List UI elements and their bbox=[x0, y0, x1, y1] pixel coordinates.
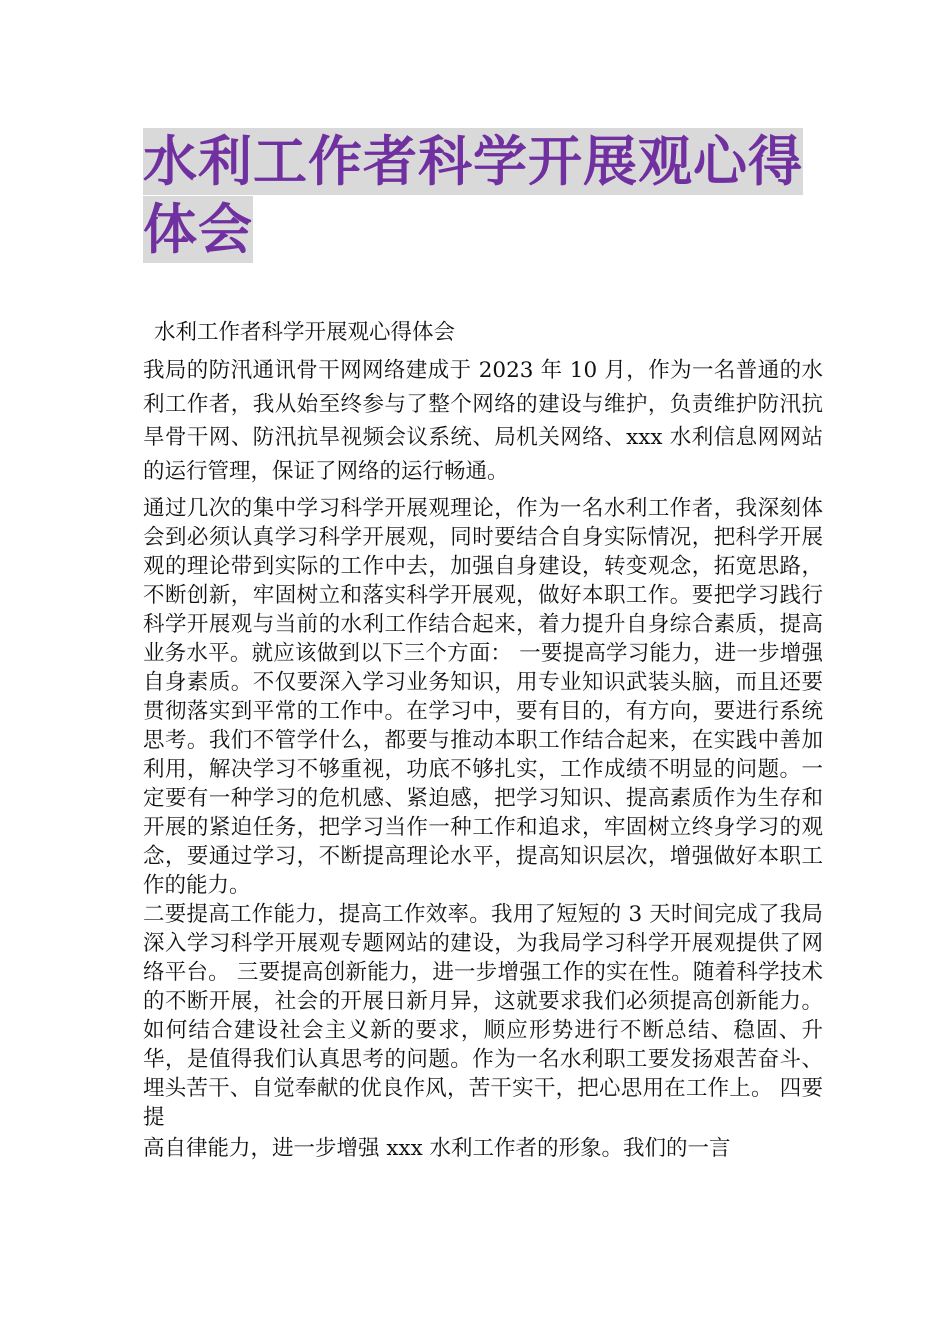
document-body bbox=[143, 316, 823, 1166]
document-subtitle: 水利工作者科学开展观心得体会 bbox=[154, 320, 456, 345]
paragraph-study-ability: 通过几次的集中学习科学开展观理论，作为一名水利工作者，我深刻体会到必须认真学习科学开展观，同时要结合自身实际情况，把科学开展观的理论带到实际的工作中去，加强自身建设，转变观念，拓宽思路，不断创新，牢固树立和落实科学开展观，做好本职工作。要把学习践行科学开展观与当前的水利工作结合起来，着力提升自身综合素质，提高业务水平。就应该做到以下三个方面： 一要提高学习能力，进一步增强自身素质。不仅要深入学习业务知识，用专业知识武装头脑，而且还要贯彻落实到平常的工作中。在学习中，要有目的，有方向，要进行系统思考。我们不管学什么，都要与推动本职工作结合起来，在实践中善加利用，解决学习不够重视，功底不够扎实，工作成绩不明显的问题。一定要有一种学习的危机感、紧迫感，把学习知识、提高素质作为生存和开展的紧迫任务，把学习当作一种工作和追求，牢固树立终身学习的观念，要通过学习，不断提高理论水平，提高知识层次，增强做好本职工作的能力。 bbox=[143, 496, 823, 898]
page-title-text: 水利工作者科学开展观心得体会 bbox=[143, 130, 803, 261]
paragraph-network-construction: 我局的防汛通讯骨干网网络建成于 2023 年 10 月，作为一名普通的水利工作者，我从始至终参与了整个网络的建设与维护，负责维护防汛抗旱骨干网、防汛抗旱视频会议系统、局机关网络、xxx 水利信息网网站的运行管理，保证了网络的运行畅通。 bbox=[143, 358, 823, 484]
paragraph-self-discipline: 高自律能力，进一步增强 xxx 水利工作者的形象。我们的一言 bbox=[143, 1136, 731, 1161]
page-title bbox=[143, 128, 823, 264]
paragraph-work-innovation: 二要提高工作能力，提高工作效率。我用了短短的 3 天时间完成了我局深入学习科学开展观专题网站的建设，为我局学习科学开展观提供了网络平台。 三要提高创新能力，进一步增强工作的实在性。随着科学技术的不断开展，社会的开展日新月异，这就要求我们必须提高创新能力。如何结合建设社会主义新的要求，顺应形势进行不断总结、稳固、升华，是值得我们认真思考的问题。作为一名水利职工要发扬艰苦奋斗、埋头苦干、自觉奉献的优良作风，苦干实干，把心思用在工作上。 四要提 bbox=[143, 902, 823, 1130]
